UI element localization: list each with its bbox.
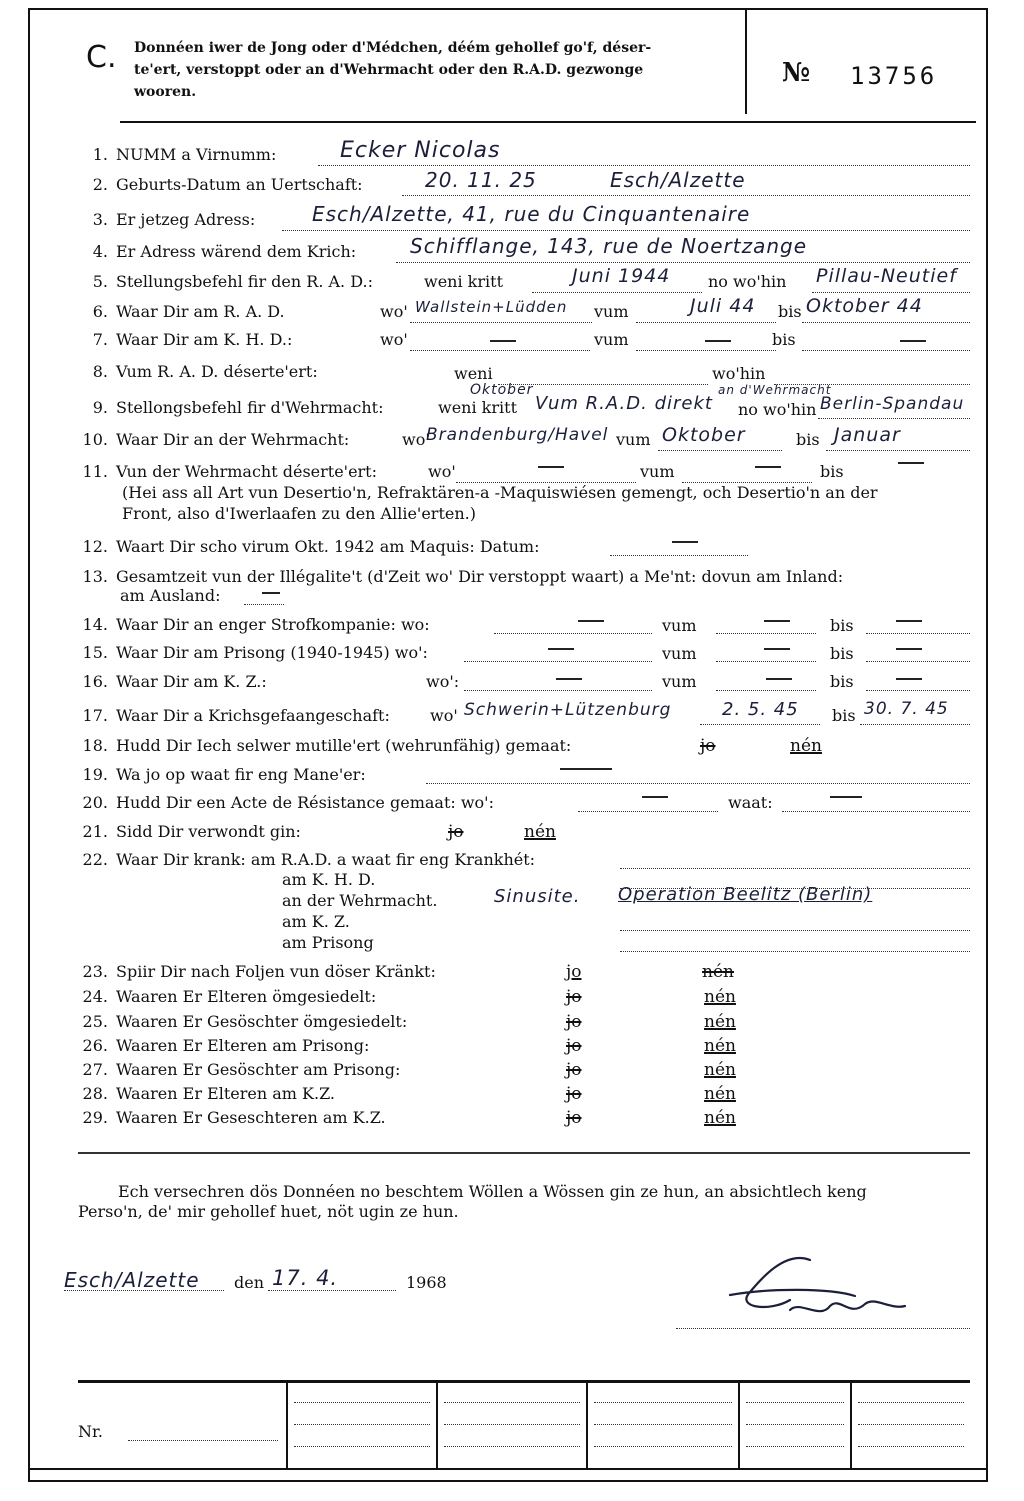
label-bis: bis [778, 302, 802, 321]
row-number: 27. [82, 1060, 108, 1079]
row-number: 8. [92, 362, 108, 381]
handwritten-wehrmacht-from[interactable]: Oktober [662, 424, 746, 446]
row-10 [60, 430, 349, 449]
handwritten-wehrmacht-order[interactable]: Vum R.A.D. direkt [535, 393, 713, 414]
row-18 [60, 736, 571, 755]
option-nen[interactable]: nén [704, 1012, 736, 1032]
dotted-line [402, 195, 970, 196]
handwritten-dash [896, 620, 922, 622]
option-nen[interactable]: nén [704, 1036, 736, 1056]
row-1 [60, 145, 276, 164]
header-intro-line-1: Donnéen iwer de Jong oder d'Médchen, déém gehollef go'f, déser- [134, 40, 652, 56]
bottom-grid-top-rule [78, 1380, 970, 1383]
header-intro-line-2: te'ert, verstoppt oder an d'Wehrmacht oder den R.A.D. gezwonge [134, 62, 644, 78]
header-divider [120, 121, 976, 123]
label-wo: wo' [402, 430, 430, 449]
label-weni-kritt: weni kritt [424, 272, 503, 291]
field-label: Waaren Er Gesöschter ömgesiedelt: [116, 1012, 408, 1031]
row-7 [60, 330, 292, 349]
dotted-line [410, 350, 590, 351]
label-wo: wo' [380, 330, 408, 349]
label-vum: vum [594, 330, 629, 349]
dotted-line [464, 661, 652, 662]
label-bis: bis [772, 330, 796, 349]
dotted-line [294, 1402, 430, 1403]
dotted-line [318, 165, 970, 166]
field-label: Waar Dir a Krichsgefaangeschaft: [116, 706, 390, 725]
row-20 [60, 793, 494, 812]
signature [690, 1240, 930, 1340]
row-3 [60, 210, 255, 229]
option-jo[interactable]: jo [448, 822, 464, 842]
label-vum: vum [640, 462, 675, 481]
row-number: 11. [82, 462, 108, 481]
row-number: 5. [92, 272, 108, 291]
label-nr: Nr. [78, 1422, 103, 1441]
dotted-line [396, 262, 970, 263]
handwritten-wehrmacht-note[interactable]: an d'Wehrmacht [718, 383, 832, 397]
dotted-line [802, 322, 970, 323]
row-9 [60, 398, 384, 417]
row-15 [60, 643, 428, 662]
dotted-line [444, 1424, 580, 1425]
handwritten-dash [642, 796, 668, 798]
handwritten-rad-place[interactable]: Wallstein+Lüdden [415, 298, 568, 316]
label-wo: wo' [430, 706, 458, 725]
option-nen[interactable]: nén [704, 1108, 736, 1128]
handwritten-birth-place[interactable]: Esch/Alzette [610, 168, 746, 192]
row-22 [60, 850, 535, 869]
field-label: Stellungsbefehl fir den R. A. D.: [116, 272, 373, 291]
dotted-line [826, 450, 970, 451]
row-number: 26. [82, 1036, 108, 1055]
option-nen[interactable]: nén [702, 962, 734, 982]
row-12 [60, 537, 540, 556]
field-label: Waar Dir am K. Z.: [116, 672, 267, 691]
dotted-line [658, 450, 782, 451]
sub-label-khd: am K. H. D. [282, 870, 376, 889]
row-number: 3. [92, 210, 108, 229]
option-jo[interactable]: jo [700, 736, 716, 756]
handwritten-dash [538, 466, 564, 468]
label-wohin: wo'hin [712, 364, 766, 383]
dotted-line [244, 604, 284, 605]
field-label: Waar Dir am R. A. D. [116, 302, 285, 321]
option-nen[interactable]: nén [790, 736, 822, 756]
handwritten-date[interactable]: 17. 4. [272, 1266, 339, 1290]
option-nen[interactable]: nén [524, 822, 556, 842]
handwritten-name[interactable]: Ecker Nicolas [340, 138, 501, 163]
grid-vline [436, 1383, 438, 1468]
signature-line [676, 1328, 970, 1329]
handwritten-dash [755, 466, 781, 468]
dotted-line [294, 1424, 430, 1425]
field-label: Vum R. A. D. déserte'ert: [116, 362, 318, 381]
label-bis: bis [830, 644, 854, 663]
dotted-line [532, 292, 702, 293]
row-number: 21. [82, 822, 108, 841]
row-number: 24. [82, 987, 108, 1006]
row-number: 10. [82, 430, 108, 449]
dotted-line [578, 811, 718, 812]
row-number: 6. [92, 302, 108, 321]
option-nen[interactable]: nén [704, 1084, 736, 1104]
row-number: 18. [82, 736, 108, 755]
handwritten-dash [764, 620, 790, 622]
row-number: 25. [82, 1012, 108, 1031]
handwritten-dash [766, 678, 792, 680]
label-weni-kritt: weni kritt [438, 398, 517, 417]
row-number: 12. [82, 537, 108, 556]
row-8 [60, 362, 318, 381]
handwritten-pow-until[interactable]: 30. 7. 45 [864, 699, 949, 719]
handwritten-birth-date[interactable]: 20. 11. 25 [425, 168, 537, 192]
handwritten-address[interactable]: Esch/Alzette, 41, rue du Cinquantenaire [312, 202, 751, 226]
row-number: 1. [92, 145, 108, 164]
row-number: 20. [82, 793, 108, 812]
grid-vline [286, 1383, 288, 1468]
row-number: 16. [82, 672, 108, 691]
row-number: 22. [82, 850, 108, 869]
label-vum: vum [662, 616, 697, 635]
handwritten-rad-until[interactable]: Oktober 44 [806, 295, 923, 317]
field-label: Spiir Dir nach Foljen vun döser Kränkt: [116, 962, 436, 981]
row-27 [60, 1060, 400, 1079]
printed-year: 1968 [406, 1273, 447, 1292]
row-number: 23. [82, 962, 108, 981]
handwritten-wehrmacht-month[interactable]: Oktober [470, 382, 534, 398]
dotted-line [866, 633, 970, 634]
row-25 [60, 1012, 407, 1031]
sub-label-prisong: am Prisong [282, 933, 374, 952]
dotted-line [716, 661, 816, 662]
section-divider [78, 1152, 970, 1154]
dotted-line [782, 811, 970, 812]
field-label: Vun der Wehrmacht déserte'ert: [116, 462, 377, 481]
label-waat: waat: [728, 793, 773, 812]
dotted-line [494, 633, 652, 634]
row-14 [60, 615, 430, 634]
declaration-line-2: Perso'n, de' mir gehollef huet, nöt ugin ze hun. [78, 1202, 459, 1221]
dotted-line [594, 1424, 732, 1425]
field-label: Wa jo op waat fir eng Mane'er: [116, 765, 366, 784]
label-wo: wo' [428, 462, 456, 481]
grid-vline [586, 1383, 588, 1468]
option-jo[interactable]: jo [566, 1084, 582, 1104]
handwritten-dash [548, 648, 574, 650]
row-17 [60, 706, 390, 725]
handwritten-dash [560, 768, 612, 770]
row-number: 4. [92, 242, 108, 261]
field-label: Waaren Er Elteren am K.Z. [116, 1084, 336, 1103]
row-28 [60, 1084, 335, 1103]
label-weni: weni [454, 364, 493, 383]
dotted-line [610, 555, 748, 556]
field-label: Waaren Er Gesöschter am Prisong: [116, 1060, 401, 1079]
declaration-line-1: Ech versechren dös Donnéen no beschtem Wöllen a Wössen gin ze hun, an absichtlech keng [118, 1182, 867, 1201]
row-19 [60, 765, 366, 784]
dotted-line [866, 661, 970, 662]
handwritten-dash [556, 678, 582, 680]
field-label: Waar Dir an enger Strofkompanie: wo: [116, 615, 430, 634]
dotted-line [282, 230, 970, 231]
dotted-line [858, 1446, 964, 1447]
row-4 [60, 242, 356, 261]
grid-vline [850, 1383, 852, 1468]
dotted-line [444, 1446, 580, 1447]
label-bis: bis [820, 462, 844, 481]
option-jo[interactable]: jo [566, 962, 582, 982]
row-24 [60, 987, 376, 1006]
handwritten-pow-from[interactable]: 2. 5. 45 [722, 699, 799, 720]
dotted-line [620, 930, 970, 931]
label-vum: vum [616, 430, 651, 449]
label-bis: bis [830, 672, 854, 691]
handwritten-dash [672, 541, 698, 543]
field-label: NUMM a Virnumm: [116, 145, 277, 164]
dotted-line [746, 1424, 844, 1425]
dotted-line [858, 1402, 964, 1403]
label-vum: vum [662, 644, 697, 663]
handwritten-dash [490, 340, 516, 342]
label-vum: vum [662, 672, 697, 691]
row-6 [60, 302, 285, 321]
dotted-line [700, 724, 820, 725]
dotted-line [426, 783, 970, 784]
note-text: (Hei ass all Art vun Desertio'n, Refraktären-a -Maquiswiésen gemengt, och Desertio'n an der [122, 483, 878, 502]
handwritten-place[interactable]: Esch/Alzette [64, 1268, 200, 1292]
label-wo: wo': [426, 672, 460, 691]
dotted-line [860, 724, 970, 725]
label-no-wohin: no wo'hin [708, 272, 787, 291]
option-nen[interactable]: nén [704, 1060, 736, 1080]
field-label: Sidd Dir verwondt gin: [116, 822, 301, 841]
option-jo[interactable]: jo [566, 1108, 582, 1128]
section-letter: C. [86, 40, 117, 75]
note-text: Front, also d'Iwerlaafen zu den Allie'erten.) [122, 504, 476, 523]
label-bis: bis [830, 616, 854, 635]
field-label: Waaren Er Elteren ömgesiedelt: [116, 987, 377, 1006]
field-label: Er Adress wärend dem Krich: [116, 242, 357, 261]
handwritten-wehrmacht-until[interactable]: Januar [834, 424, 901, 446]
row-number: 17. [82, 706, 108, 725]
field-label: Waar Dir am K. H. D.: [116, 330, 293, 349]
option-nen[interactable]: nén [704, 987, 736, 1007]
handwritten-dash [896, 648, 922, 650]
row-21 [60, 822, 301, 841]
field-label: Hudd Dir een Acte de Résistance gemaat: wo': [116, 793, 494, 812]
handwritten-illness-detail[interactable]: Operation Beelitz (Berlin) [618, 884, 873, 905]
grid-vline [738, 1383, 740, 1468]
header-divider-vertical [745, 10, 747, 114]
dotted-line [812, 292, 970, 293]
dotted-line [444, 1402, 580, 1403]
label-bis: bis [832, 706, 856, 725]
handwritten-dash [896, 678, 922, 680]
dotted-line [746, 1402, 844, 1403]
row-number: 29. [82, 1108, 108, 1127]
row-number: 13. [82, 567, 108, 586]
field-label: Hudd Dir Iech selwer mutille'ert (wehrunfähig) gemaat: [116, 736, 572, 755]
row-26 [60, 1036, 369, 1055]
row-number: 2. [92, 175, 108, 194]
row-number: 9. [92, 398, 108, 417]
option-jo[interactable]: jo [566, 1036, 582, 1056]
dotted-line [64, 1290, 224, 1291]
handwritten-wehrmacht-place[interactable]: Brandenburg/Havel [426, 425, 609, 445]
row-2 [60, 175, 363, 194]
dotted-line [268, 1290, 396, 1291]
handwritten-wehrmacht-destination[interactable]: Berlin-Spandau [820, 394, 965, 414]
field-label: Waaren Er Elteren am Prisong: [116, 1036, 370, 1055]
handwritten-dash [705, 340, 731, 342]
label-den: den [234, 1273, 265, 1292]
row-11 [60, 462, 377, 481]
field-label: am Ausland: [120, 586, 221, 605]
row-5 [60, 272, 373, 291]
option-jo[interactable]: jo [566, 1060, 582, 1080]
dotted-line [594, 1446, 732, 1447]
dotted-line [636, 350, 776, 351]
dotted-line [716, 690, 816, 691]
form-number: 13756 [850, 62, 938, 90]
handwritten-dash [898, 462, 924, 464]
dotted-line [128, 1440, 278, 1441]
dotted-line [594, 1402, 732, 1403]
handwritten-pow-place[interactable]: Schwerin+Lützenburg [464, 700, 672, 720]
field-label: Stellongsbefehl fir d'Wehrmacht: [116, 398, 384, 417]
field-label: Er jetzeg Adress: [116, 210, 256, 229]
row-number: 15. [82, 643, 108, 662]
sub-label-kz: am K. Z. [282, 912, 350, 931]
dotted-line [410, 322, 592, 323]
label-bis: bis [796, 430, 820, 449]
row-number: 14. [82, 615, 108, 634]
dotted-line [294, 1446, 430, 1447]
bottom-grid-bottom-rule [28, 1468, 988, 1470]
field-label: Waart Dir scho virum Okt. 1942 am Maquis: Datum: [116, 537, 540, 556]
row-number: 19. [82, 765, 108, 784]
field-label: Geburts-Datum an Uertschaft: [116, 175, 363, 194]
dotted-line [620, 868, 970, 869]
handwritten-rad-from[interactable]: Juli 44 [690, 295, 756, 317]
label-vum: vum [594, 302, 629, 321]
dotted-line [636, 322, 776, 323]
dotted-line [464, 690, 652, 691]
row-23 [60, 962, 436, 981]
dotted-line [716, 633, 816, 634]
dotted-line [866, 690, 970, 691]
handwritten-rad-destination[interactable]: Pillau-Neutief [816, 265, 957, 287]
label-no-wohin: no wo'hin [738, 400, 817, 419]
handwritten-dash [262, 592, 280, 594]
field-label: Gesamtzeit vun der Illégalite't (d'Zeit wo' Dir verstoppt waart) a Me'nt: dovun am Inland: [116, 567, 844, 586]
option-jo[interactable]: jo [566, 1012, 582, 1032]
label-wo: wo' [380, 302, 408, 321]
label-vum [680, 706, 715, 725]
row-29 [60, 1108, 386, 1127]
dotted-line [858, 1424, 964, 1425]
handwritten-dash [578, 620, 604, 622]
field-label: Waar Dir an der Wehrmacht: [116, 430, 350, 449]
handwritten-rad-order-date[interactable]: Juni 1944 [572, 265, 671, 287]
row-16 [60, 672, 267, 691]
field-label: Waar Dir am Prisong (1940-1945) wo': [116, 643, 428, 662]
handwritten-dash [764, 648, 790, 650]
field-label: Waar Dir krank: am R.A.D. a waat fir eng Krankhét: [116, 850, 536, 869]
dotted-line [620, 951, 970, 952]
handwritten-illness[interactable]: Sinusite. [494, 886, 581, 907]
handwritten-dash [900, 340, 926, 342]
field-label: Waaren Er Geseschteren am K.Z. [116, 1108, 386, 1127]
dotted-line [818, 418, 970, 419]
row-number: 28. [82, 1084, 108, 1103]
dotted-line [802, 350, 970, 351]
handwritten-war-address[interactable]: Schifflange, 143, rue de Noertzange [410, 234, 808, 258]
row-number: 7. [92, 330, 108, 349]
row-13 [60, 567, 843, 586]
sub-label-wehrmacht: an der Wehrmacht. [282, 891, 438, 910]
handwritten-dash [830, 796, 862, 798]
dotted-line [746, 1446, 844, 1447]
number-sign: № [782, 58, 811, 88]
header-intro-line-3: wooren. [134, 84, 197, 100]
option-jo[interactable]: jo [566, 987, 582, 1007]
